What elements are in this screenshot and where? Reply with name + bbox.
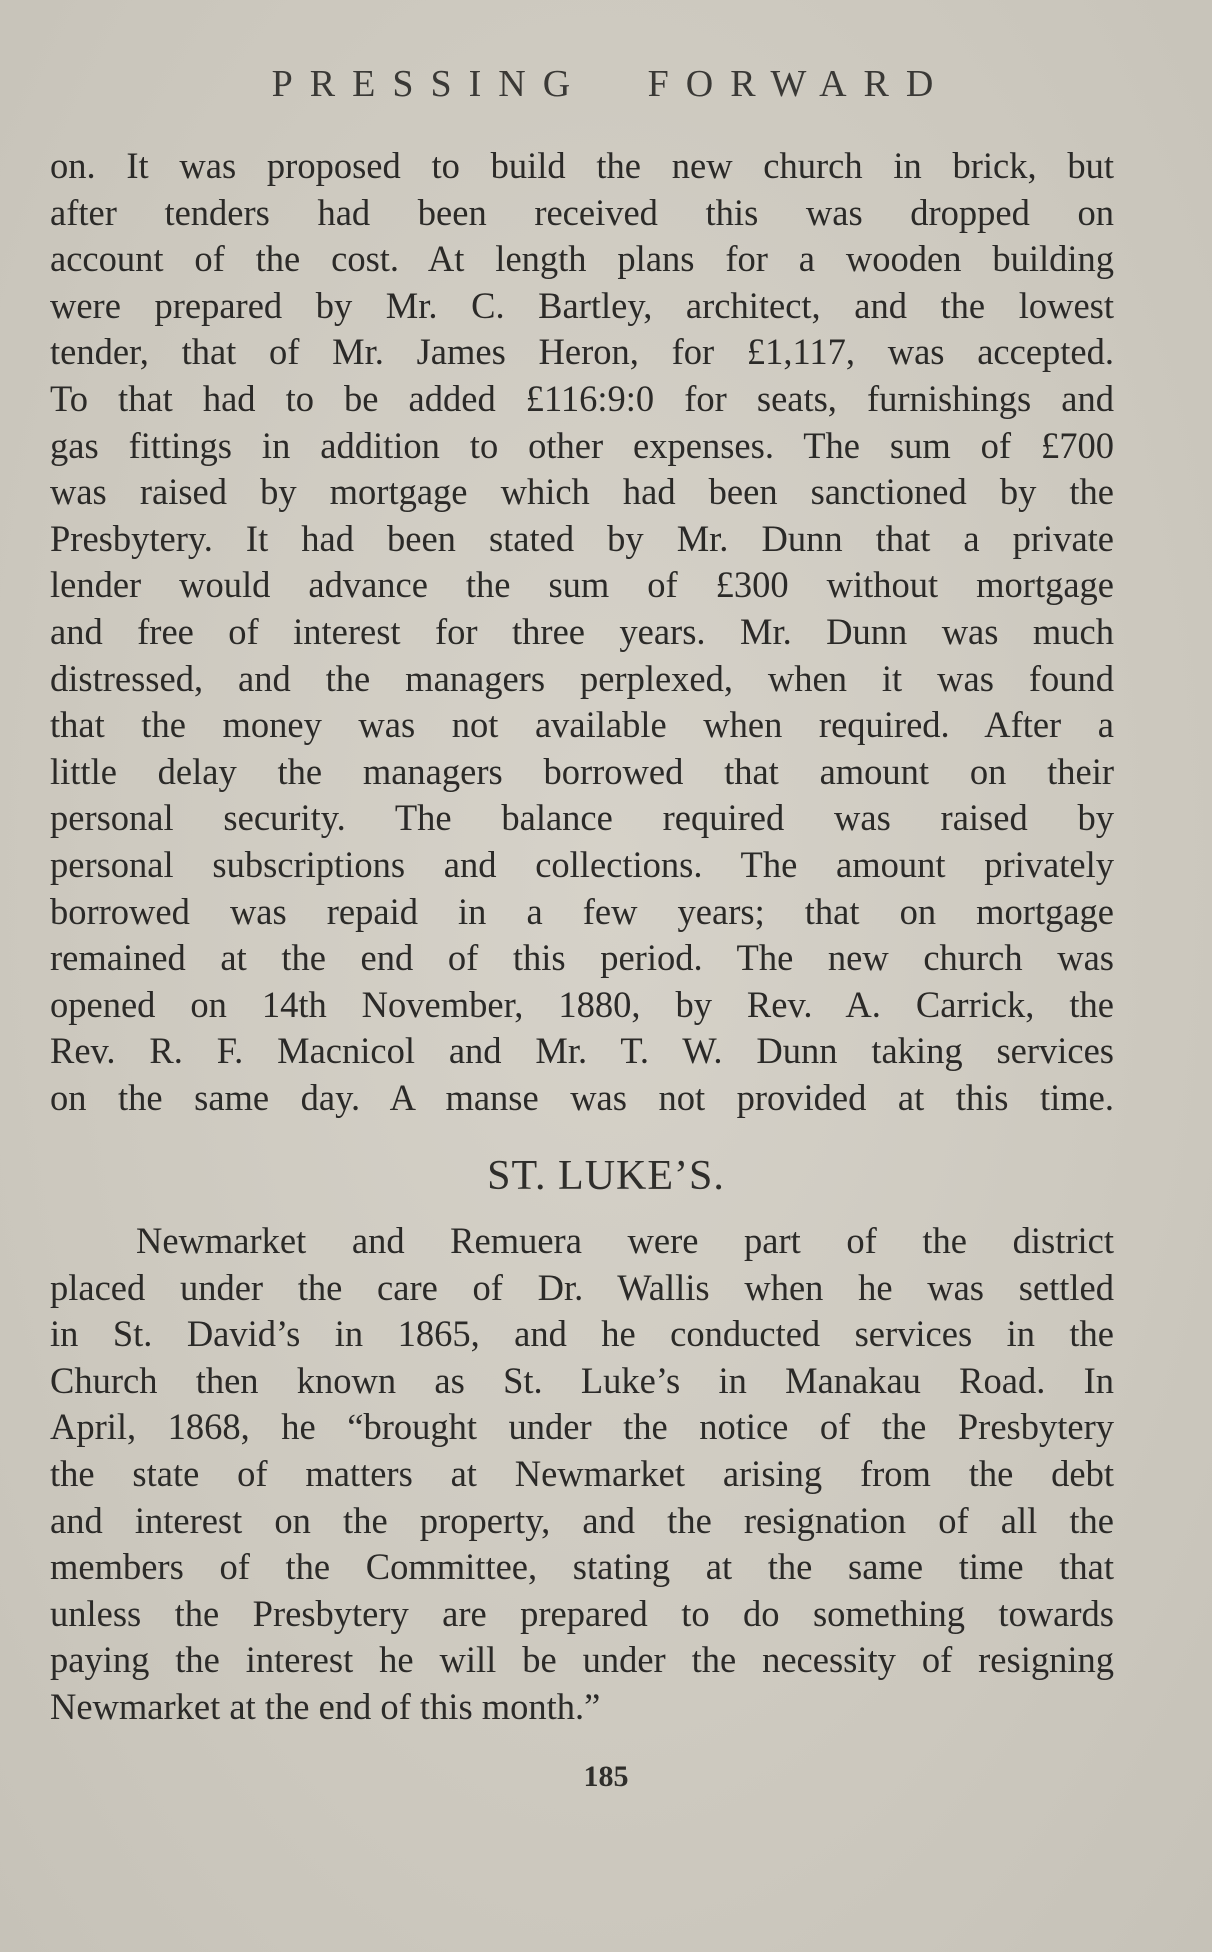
paragraph-church-building	[50, 143, 1114, 1121]
running-head: PRESSING FORWARD	[271, 63, 951, 105]
text-line: To that had to be added £116:9:0 for seats, furnishings and	[50, 377, 1114, 419]
text-line: Presbytery. It had been stated by Mr. Dunn that a private	[50, 517, 1114, 559]
text-line: after tenders had been received this was dropped on	[50, 191, 1114, 233]
text-line: tender, that of Mr. James Heron, for £1,117, was accepted.	[50, 331, 1114, 373]
text-line: the state of matters at Newmarket arising from the debt	[50, 1452, 1114, 1494]
text-line: and interest on the property, and the resignation of all the	[50, 1499, 1114, 1541]
text-line: on the same day. A manse was not provided at this time.	[50, 1076, 1114, 1118]
text-line: personal subscriptions and collections. The amount privately	[50, 843, 1114, 885]
text-line: borrowed was repaid in a few years; that on mortgage	[50, 890, 1114, 932]
text-line: distressed, and the managers perplexed, when it was found	[50, 657, 1114, 699]
text-line: unless the Presbytery are prepared to do something towards	[50, 1592, 1114, 1634]
text-line: gas fittings in addition to other expenses. The sum of £700	[50, 424, 1114, 466]
text-line: paying the interest he will be under the necessity of resigning	[50, 1639, 1114, 1681]
text-line: remained at the end of this period. The new church was	[50, 937, 1114, 979]
text-line: account of the cost. At length plans for a wooden building	[50, 238, 1114, 280]
text-line: on. It was proposed to build the new church in brick, but	[50, 145, 1114, 186]
page-number: 185	[583, 1760, 629, 1793]
text-line: Rev. R. F. Macnicol and Mr. T. W. Dunn taking services	[50, 1030, 1114, 1072]
text-line: placed under the care of Dr. Wallis when he was settled	[50, 1266, 1114, 1308]
text-line: Newmarket at the end of this month.”	[50, 1685, 601, 1727]
text-line: personal security. The balance required was raised by	[50, 797, 1114, 839]
text-line: Newmarket and Remuera were part of the district	[136, 1220, 1114, 1261]
text-line: was raised by mortgage which had been sanctioned by the	[50, 471, 1114, 513]
text-line: members of the Committee, stating at the same time that	[50, 1546, 1114, 1588]
text-line: opened on 14th November, 1880, by Rev. A. Carrick, the	[50, 983, 1114, 1025]
section-heading: ST. LUKE’S.	[487, 1153, 725, 1199]
text-line: in St. David’s in 1865, and he conducted services in the	[50, 1313, 1114, 1355]
text-line: April, 1868, he “brought under the notice of the Presbytery	[50, 1406, 1114, 1448]
text-line: were prepared by Mr. C. Bartley, architect, and the lowest	[50, 284, 1114, 326]
text-line: lender would advance the sum of £300 without mortgage	[50, 564, 1114, 606]
text-line: and free of interest for three years. Mr. Dunn was much	[50, 610, 1114, 652]
paragraph-st-lukes	[50, 1218, 1114, 1731]
text-line: that the money was not available when required. After a	[50, 704, 1114, 746]
text-line: little delay the managers borrowed that amount on their	[50, 750, 1114, 792]
text-line: Church then known as St. Luke’s in Manakau Road. In	[50, 1359, 1114, 1401]
